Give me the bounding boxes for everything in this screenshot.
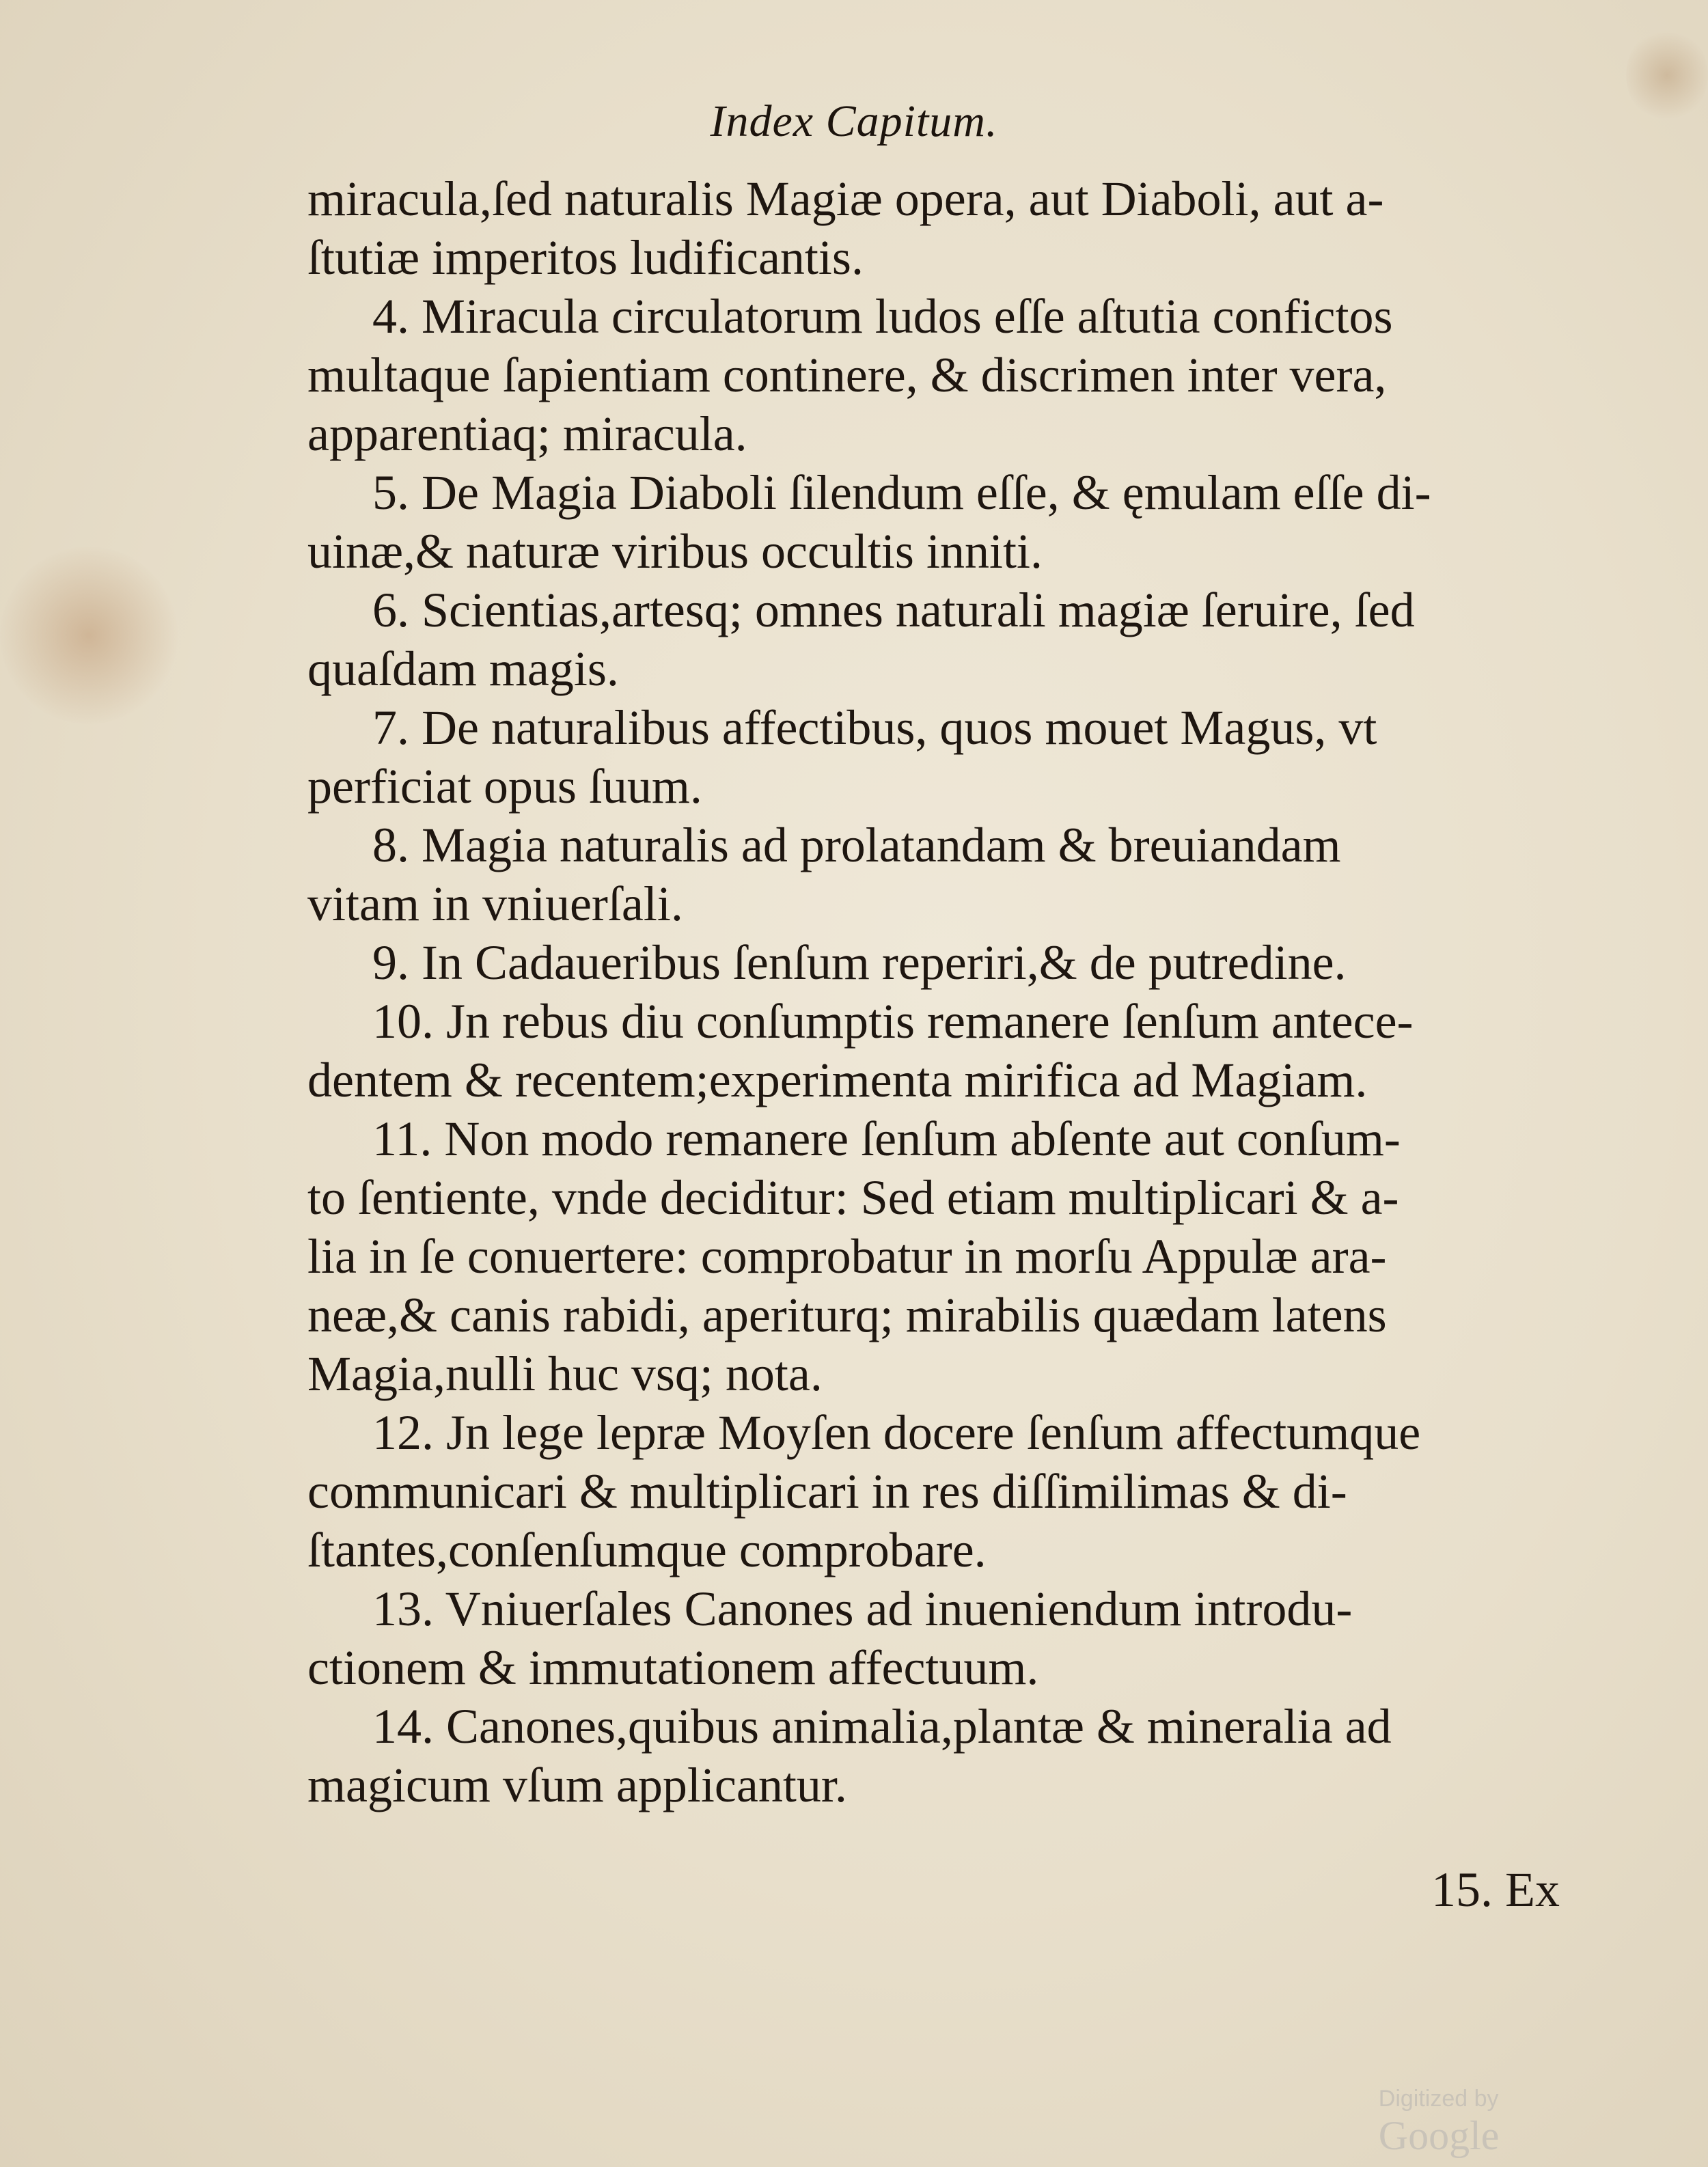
entry-line-9: 9. In Cadaueribus ſenſum reperiri,& de putredine. <box>372 935 1347 990</box>
entry-line-11: 11. Non modo remanere ſenſum abſente aut conſum- <box>372 1112 1401 1166</box>
paper-stain <box>0 547 178 724</box>
text-line: ſtantes,conſenſumque comprobare. <box>307 1523 987 1577</box>
text-line: dentem & recentem;experimenta mirifica ad Magiam. <box>307 1053 1368 1107</box>
text-line: magicum vſum applicantur. <box>307 1758 847 1812</box>
entry-line-12: 12. Jn lege lepræ Moyſen docere ſenſum affectumque <box>372 1405 1421 1460</box>
entry-line-13: 13. Vniuerſales Canones ad inueniendum introdu- <box>372 1582 1353 1636</box>
text-line: apparentiaq; miracula. <box>307 406 747 461</box>
watermark-prefix: Digitized by <box>1378 2086 1499 2112</box>
digitization-watermark <box>1366 2073 1499 2167</box>
text-line: Magia,nulli huc vsq; nota. <box>307 1347 823 1401</box>
text-line: ſtutiæ imperitos ludificantis. <box>307 230 864 285</box>
text-line: uinæ,& naturæ viribus occultis inniti. <box>307 524 1043 579</box>
entry-line-14: 14. Canones,quibus animalia,plantæ & mineralia ad <box>372 1699 1392 1754</box>
entry-line-7: 7. De naturalibus affectibus, quos mouet Magus, vt <box>372 700 1377 755</box>
text-line: to ſentiente, vnde deciditur: Sed etiam multiplicari & a- <box>307 1170 1399 1225</box>
text-line: lia in ſe conuertere: comprobatur in morſu Appulæ ara- <box>307 1229 1387 1284</box>
text-line: ctionem & immutationem affectuum. <box>307 1640 1039 1695</box>
watermark-logo: Google <box>1378 2113 1500 2158</box>
entry-line-4: 4. Miracula circulatorum ludos eſſe aſtutia confictos <box>372 289 1393 344</box>
text-line: perficiat opus ſuum. <box>307 759 702 814</box>
text-line: quaſdam magis. <box>307 641 619 696</box>
text-line: miracula,ſed naturalis Magiæ opera, aut Diaboli, aut a- <box>307 171 1384 226</box>
chapter-index-text <box>307 169 1565 1814</box>
entry-line-6: 6. Scientias,artesq; omnes naturali magiæ ſeruire, ſed <box>372 583 1415 637</box>
text-line: neæ,& canis rabidi, aperiturq; mirabilis quædam latens <box>307 1288 1387 1342</box>
running-title: Index Capitum. <box>710 96 998 146</box>
catchword: 15. Ex <box>1431 1862 1560 1917</box>
text-line: multaque ſapientiam continere, & discrimen inter vera, <box>307 348 1387 402</box>
entry-line-5: 5. De Magia Diaboli ſilendum eſſe, & ęmulam eſſe di- <box>372 465 1431 520</box>
text-line: vitam in vniuerſali. <box>307 877 683 931</box>
entry-line-8: 8. Magia naturalis ad prolatandam & breuiandam <box>372 818 1341 872</box>
entry-line-10: 10. Jn rebus diu conſumptis remanere ſenſum antece- <box>372 994 1414 1049</box>
text-line: communicari & multiplicari in res diſſimilimas & di- <box>307 1464 1347 1519</box>
